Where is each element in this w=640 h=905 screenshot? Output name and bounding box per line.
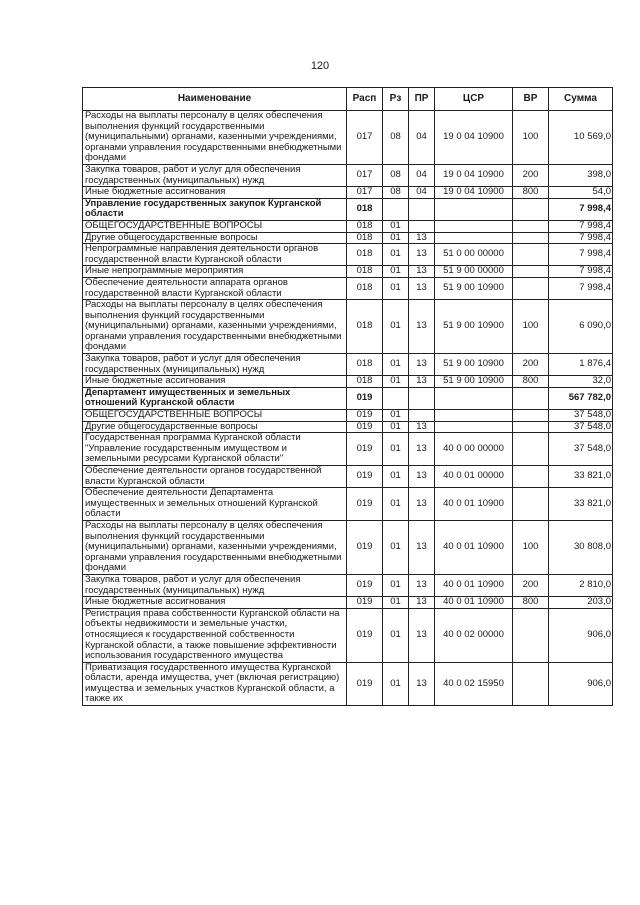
cell-rasp: 017 bbox=[347, 187, 383, 199]
cell-pr: 04 bbox=[409, 111, 435, 165]
cell-rz: 01 bbox=[383, 220, 409, 232]
cell-rasp: 019 bbox=[347, 608, 383, 662]
cell-rasp: 018 bbox=[347, 244, 383, 266]
cell-csr: 51 9 00 10900 bbox=[435, 277, 513, 299]
cell-pr: 13 bbox=[409, 232, 435, 244]
cell-sum: 6 090,0 bbox=[549, 300, 613, 354]
cell-pr: 13 bbox=[409, 421, 435, 433]
cell-vr bbox=[513, 232, 549, 244]
cell-rz bbox=[383, 387, 409, 409]
cell-pr: 13 bbox=[409, 300, 435, 354]
cell-rasp: 018 bbox=[347, 277, 383, 299]
table-body bbox=[83, 111, 613, 706]
cell-rasp: 018 bbox=[347, 266, 383, 278]
cell-name: Обеспечение деятельности органов государственной власти Курганской области bbox=[83, 466, 347, 488]
cell-vr bbox=[513, 198, 549, 220]
cell-vr bbox=[513, 488, 549, 521]
cell-csr: 51 9 00 10900 bbox=[435, 354, 513, 376]
cell-rasp: 018 bbox=[347, 198, 383, 220]
cell-vr: 800 bbox=[513, 597, 549, 609]
cell-csr: 51 9 00 00000 bbox=[435, 266, 513, 278]
cell-name: Иные бюджетные ассигнования bbox=[83, 376, 347, 388]
cell-csr: 40 0 02 15950 bbox=[435, 662, 513, 705]
cell-name: Закупка товаров, работ и услуг для обеспечения государственных (муниципальных) нужд bbox=[83, 574, 347, 596]
table-row bbox=[83, 376, 613, 388]
cell-name: Обеспечение деятельности Департамента имущественных и земельных отношений Курганской области bbox=[83, 488, 347, 521]
cell-sum: 2 810,0 bbox=[549, 574, 613, 596]
cell-rasp: 019 bbox=[347, 421, 383, 433]
cell-sum: 203,0 bbox=[549, 597, 613, 609]
cell-rz: 01 bbox=[383, 376, 409, 388]
page-number: 120 bbox=[310, 60, 330, 72]
cell-vr: 100 bbox=[513, 111, 549, 165]
cell-rasp: 018 bbox=[347, 300, 383, 354]
cell-csr bbox=[435, 198, 513, 220]
header-rz: Рз bbox=[383, 88, 409, 111]
cell-name: Расходы на выплаты персоналу в целях обеспечения выполнения функций государственными (муниципальными) органами, казенными учреждениями, органами управления государственными внебюджетными фондами bbox=[83, 300, 347, 354]
cell-rasp: 019 bbox=[347, 410, 383, 422]
cell-rz: 01 bbox=[383, 608, 409, 662]
cell-sum: 906,0 bbox=[549, 662, 613, 705]
cell-vr bbox=[513, 387, 549, 409]
cell-vr: 100 bbox=[513, 300, 549, 354]
cell-rz: 08 bbox=[383, 164, 409, 186]
cell-name: Расходы на выплаты персоналу в целях обеспечения выполнения функций государственными (муниципальными) органами, казенными учреждениями, органами управления государственными внебюджетными фондами bbox=[83, 520, 347, 574]
cell-csr bbox=[435, 220, 513, 232]
cell-pr bbox=[409, 410, 435, 422]
cell-name: Департамент имущественных и земельных отношений Курганской области bbox=[83, 387, 347, 409]
cell-name: Другие общегосударственные вопросы bbox=[83, 421, 347, 433]
cell-csr bbox=[435, 232, 513, 244]
cell-name: ОБЩЕГОСУДАРСТВЕННЫЕ ВОПРОСЫ bbox=[83, 220, 347, 232]
cell-csr: 40 0 01 10900 bbox=[435, 597, 513, 609]
cell-vr bbox=[513, 433, 549, 466]
cell-pr: 13 bbox=[409, 376, 435, 388]
cell-vr bbox=[513, 662, 549, 705]
cell-pr: 13 bbox=[409, 466, 435, 488]
cell-vr bbox=[513, 421, 549, 433]
cell-pr: 13 bbox=[409, 266, 435, 278]
cell-vr bbox=[513, 410, 549, 422]
cell-csr: 40 0 01 10900 bbox=[435, 488, 513, 521]
table-row bbox=[83, 488, 613, 521]
cell-rasp: 019 bbox=[347, 433, 383, 466]
cell-sum: 7 998,4 bbox=[549, 277, 613, 299]
cell-pr: 04 bbox=[409, 164, 435, 186]
table-row bbox=[83, 421, 613, 433]
cell-vr bbox=[513, 608, 549, 662]
cell-vr bbox=[513, 266, 549, 278]
cell-pr: 13 bbox=[409, 662, 435, 705]
table-header-row bbox=[83, 88, 613, 111]
cell-name: Регистрация права собственности Курганской области на объекты недвижимости и земельные участки, относящиеся к государственной собственности Курганской области, а также повышение эффективности использования государственного имущества bbox=[83, 608, 347, 662]
cell-name: Непрограммные направления деятельности органов государственной власти Курганской области bbox=[83, 244, 347, 266]
cell-vr: 200 bbox=[513, 574, 549, 596]
table-row bbox=[83, 354, 613, 376]
cell-rasp: 019 bbox=[347, 466, 383, 488]
cell-rz: 01 bbox=[383, 300, 409, 354]
cell-name: Иные непрограммные мероприятия bbox=[83, 266, 347, 278]
cell-rasp: 019 bbox=[347, 574, 383, 596]
table-row bbox=[83, 164, 613, 186]
cell-csr: 40 0 01 10900 bbox=[435, 520, 513, 574]
cell-rz: 01 bbox=[383, 488, 409, 521]
cell-pr: 13 bbox=[409, 520, 435, 574]
cell-rz: 01 bbox=[383, 277, 409, 299]
cell-name: Закупка товаров, работ и услуг для обеспечения государственных (муниципальных) нужд bbox=[83, 354, 347, 376]
cell-csr: 51 0 00 00000 bbox=[435, 244, 513, 266]
cell-rasp: 019 bbox=[347, 488, 383, 521]
cell-sum: 30 808,0 bbox=[549, 520, 613, 574]
cell-sum: 37 548,0 bbox=[549, 410, 613, 422]
header-name: Наименование bbox=[83, 88, 347, 111]
cell-sum: 7 998,4 bbox=[549, 198, 613, 220]
table-row bbox=[83, 300, 613, 354]
cell-sum: 7 998,4 bbox=[549, 244, 613, 266]
cell-csr: 19 0 04 10900 bbox=[435, 164, 513, 186]
table-row bbox=[83, 608, 613, 662]
cell-vr bbox=[513, 277, 549, 299]
header-sum: Сумма bbox=[549, 88, 613, 111]
cell-rasp: 019 bbox=[347, 520, 383, 574]
cell-sum: 37 548,0 bbox=[549, 421, 613, 433]
cell-rasp: 018 bbox=[347, 376, 383, 388]
cell-vr: 200 bbox=[513, 354, 549, 376]
cell-name: Обеспечение деятельности аппарата органов государственной власти Курганской области bbox=[83, 277, 347, 299]
cell-rz: 01 bbox=[383, 244, 409, 266]
cell-csr: 40 0 01 00000 bbox=[435, 466, 513, 488]
header-vr: ВР bbox=[513, 88, 549, 111]
table-row bbox=[83, 232, 613, 244]
header-csr: ЦСР bbox=[435, 88, 513, 111]
cell-csr: 51 9 00 10900 bbox=[435, 376, 513, 388]
cell-rz: 01 bbox=[383, 466, 409, 488]
table-row bbox=[83, 387, 613, 409]
cell-rasp: 019 bbox=[347, 597, 383, 609]
cell-rz: 01 bbox=[383, 433, 409, 466]
cell-pr: 13 bbox=[409, 597, 435, 609]
cell-rz: 01 bbox=[383, 574, 409, 596]
cell-sum: 398,0 bbox=[549, 164, 613, 186]
cell-rz: 01 bbox=[383, 354, 409, 376]
cell-csr bbox=[435, 387, 513, 409]
cell-vr: 800 bbox=[513, 187, 549, 199]
cell-vr bbox=[513, 244, 549, 266]
cell-sum: 54,0 bbox=[549, 187, 613, 199]
table-row bbox=[83, 574, 613, 596]
table-row bbox=[83, 597, 613, 609]
cell-rz: 01 bbox=[383, 232, 409, 244]
cell-pr: 13 bbox=[409, 244, 435, 266]
cell-sum: 33 821,0 bbox=[549, 466, 613, 488]
cell-rz: 01 bbox=[383, 520, 409, 574]
cell-csr bbox=[435, 421, 513, 433]
cell-csr: 19 0 04 10900 bbox=[435, 187, 513, 199]
cell-rz bbox=[383, 198, 409, 220]
cell-pr: 13 bbox=[409, 433, 435, 466]
cell-csr bbox=[435, 410, 513, 422]
cell-vr: 800 bbox=[513, 376, 549, 388]
cell-vr bbox=[513, 220, 549, 232]
table-row bbox=[83, 410, 613, 422]
cell-rasp: 017 bbox=[347, 111, 383, 165]
cell-rz: 01 bbox=[383, 421, 409, 433]
cell-name: ОБЩЕГОСУДАРСТВЕННЫЕ ВОПРОСЫ bbox=[83, 410, 347, 422]
cell-rasp: 019 bbox=[347, 387, 383, 409]
header-pr: ПР bbox=[409, 88, 435, 111]
cell-rz: 01 bbox=[383, 266, 409, 278]
table-row bbox=[83, 220, 613, 232]
cell-name: Другие общегосударственные вопросы bbox=[83, 232, 347, 244]
table-row bbox=[83, 277, 613, 299]
cell-rz: 01 bbox=[383, 662, 409, 705]
cell-rz: 08 bbox=[383, 187, 409, 199]
cell-pr: 04 bbox=[409, 187, 435, 199]
cell-name: Расходы на выплаты персоналу в целях обеспечения выполнения функций государственными (муниципальными) органами, казенными учреждениями, органами управления государственными внебюджетными фондами bbox=[83, 111, 347, 165]
cell-rz: 01 bbox=[383, 597, 409, 609]
cell-sum: 7 998,4 bbox=[549, 266, 613, 278]
cell-pr: 13 bbox=[409, 574, 435, 596]
cell-name: Закупка товаров, работ и услуг для обеспечения государственных (муниципальных) нужд bbox=[83, 164, 347, 186]
cell-sum: 1 876,4 bbox=[549, 354, 613, 376]
cell-csr: 40 0 01 10900 bbox=[435, 574, 513, 596]
header-rasp: Расп bbox=[347, 88, 383, 111]
cell-pr bbox=[409, 198, 435, 220]
cell-rasp: 018 bbox=[347, 232, 383, 244]
cell-csr: 40 0 00 00000 bbox=[435, 433, 513, 466]
cell-vr bbox=[513, 466, 549, 488]
cell-vr: 200 bbox=[513, 164, 549, 186]
cell-sum: 32,0 bbox=[549, 376, 613, 388]
cell-csr: 51 9 00 10900 bbox=[435, 300, 513, 354]
cell-name: Иные бюджетные ассигнования bbox=[83, 187, 347, 199]
cell-name: Иные бюджетные ассигнования bbox=[83, 597, 347, 609]
cell-rasp: 018 bbox=[347, 354, 383, 376]
cell-name: Управление государственных закупок Курганской области bbox=[83, 198, 347, 220]
cell-sum: 567 782,0 bbox=[549, 387, 613, 409]
table-row bbox=[83, 198, 613, 220]
cell-sum: 10 569,0 bbox=[549, 111, 613, 165]
table-row bbox=[83, 266, 613, 278]
cell-csr: 19 0 04 10900 bbox=[435, 111, 513, 165]
cell-pr bbox=[409, 220, 435, 232]
cell-rz: 08 bbox=[383, 111, 409, 165]
cell-pr: 13 bbox=[409, 608, 435, 662]
cell-sum: 37 548,0 bbox=[549, 433, 613, 466]
cell-sum: 7 998,4 bbox=[549, 220, 613, 232]
cell-pr: 13 bbox=[409, 354, 435, 376]
cell-rasp: 017 bbox=[347, 164, 383, 186]
cell-csr: 40 0 02 00000 bbox=[435, 608, 513, 662]
cell-sum: 906,0 bbox=[549, 608, 613, 662]
cell-sum: 7 998,4 bbox=[549, 232, 613, 244]
table-row bbox=[83, 662, 613, 705]
table-row bbox=[83, 244, 613, 266]
cell-rz: 01 bbox=[383, 410, 409, 422]
cell-rasp: 019 bbox=[347, 662, 383, 705]
table-row bbox=[83, 433, 613, 466]
cell-pr bbox=[409, 387, 435, 409]
budget-table bbox=[82, 87, 613, 706]
cell-rasp: 018 bbox=[347, 220, 383, 232]
cell-name: Приватизация государственного имущества Курганской области, аренда имущества, учет (включая регистрацию) имущества и земельных участков Курганской области, а также их bbox=[83, 662, 347, 705]
cell-sum: 33 821,0 bbox=[549, 488, 613, 521]
cell-pr: 13 bbox=[409, 277, 435, 299]
cell-vr: 100 bbox=[513, 520, 549, 574]
table-row bbox=[83, 466, 613, 488]
cell-pr: 13 bbox=[409, 488, 435, 521]
table-row bbox=[83, 111, 613, 165]
cell-name: Государственная программа Курганской области "Управление государственным имуществом и земельными ресурсами Курганской области" bbox=[83, 433, 347, 466]
table-row bbox=[83, 520, 613, 574]
table-row bbox=[83, 187, 613, 199]
